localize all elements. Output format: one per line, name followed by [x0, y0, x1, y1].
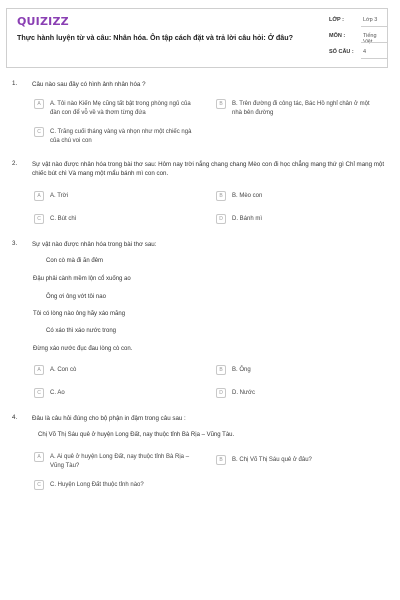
- meta-row-question-count: [329, 49, 387, 65]
- question-text: Đâu là câu hỏi đúng cho bộ phận in đậm trong câu sau :: [32, 415, 186, 422]
- option-text: A. Ai quê ở huyện Long Đất, nay thuộc tỉnh Bà Rịa – Vũng Tàu?: [50, 454, 190, 469]
- option-letter-box: B: [216, 365, 226, 375]
- poem-line: Đậu phải cành mềm lộn cổ xuống ao: [33, 276, 131, 282]
- poem-line: Có xáo thì xáo nước trong: [46, 328, 116, 334]
- question-text: Sự vật nào được nhân hóa trong bài thơ sau: Hôm nay trời nắng chang chang Mèo con đi học chẳng mang thứ gì Chỉ mang một chiếc bút chì Và mang một mẩu bánh mì con con.: [32, 161, 385, 177]
- option-letter-box: B: [216, 191, 226, 201]
- option-letter-box: C: [34, 480, 44, 490]
- option-text: B. Mèo con: [232, 193, 263, 199]
- option-letter-box: C: [34, 388, 44, 398]
- meta-label: LỚP :: [329, 17, 344, 23]
- meta-value: 4: [363, 49, 367, 55]
- meta-label: SỐ CÂU :: [329, 49, 354, 55]
- option-letter-box: C: [34, 127, 44, 137]
- option-text: C. Huyện Long Đất thuộc tỉnh nào?: [50, 482, 144, 488]
- option-text: A. Con cò: [50, 367, 77, 373]
- option-text: B. Chị Võ Thị Sáu quê ở đâu?: [232, 457, 312, 463]
- option-letter-box: D: [216, 388, 226, 398]
- sentence-line: Chị Võ Thị Sáu quê ở huyện Long Đất, nay thuộc tỉnh Bà Rịa – Vũng Tàu.: [38, 432, 235, 438]
- option-letter-box: A: [34, 365, 44, 375]
- worksheet-meta: [329, 17, 387, 65]
- option-text: A. Trời: [50, 193, 68, 199]
- option-text: C. Ao: [50, 390, 65, 396]
- question-number: 1.: [12, 80, 18, 87]
- option-text: D. Nước: [232, 390, 255, 396]
- option-text: D. Bánh mì: [232, 216, 263, 222]
- option-text: A. Tôi nào Kiến Mẹ cũng tất bật trong phòng ngủ của đàn con để vỗ về và thơm từng đứa: [50, 101, 191, 116]
- meta-value: Lớp 3: [363, 17, 378, 23]
- question-text: Câu nào sau đây có hình ảnh nhân hóa ?: [32, 81, 146, 88]
- option-text: C. Trăng cuối tháng vàng và nhọn như một chiếc ngà của chú voi con: [50, 129, 192, 144]
- poem-line: Tôi có lòng nào ông hãy xáo măng: [33, 311, 126, 317]
- option-letter-box: A: [34, 191, 44, 201]
- option-text: C. Bút chì: [50, 216, 77, 222]
- question-number: 4.: [12, 414, 18, 421]
- poem-line: Ông ơi ông vớt tôi nao: [46, 294, 106, 300]
- option-letter-box: D: [216, 214, 226, 224]
- meta-label: MÔN :: [329, 33, 346, 39]
- worksheet-title: Thực hành luyện từ và câu: Nhân hóa. Ôn tập cách đặt và trả lời câu hỏi: Ở đâu?: [17, 33, 294, 42]
- poem-line: Đừng xáo nước đục đau lòng cò con.: [33, 346, 133, 352]
- question-text: Sự vật nào được nhân hóa trong bài thơ sau:: [32, 241, 157, 248]
- option-letter-box: B: [216, 99, 226, 109]
- meta-value: Tiếng Việt: [363, 33, 377, 45]
- meta-row-grade: [329, 17, 387, 33]
- question-number: 3.: [12, 240, 18, 247]
- option-letter-box: A: [34, 452, 44, 462]
- option-text: B. Trên đường đi công tác, Bác Hồ nghỉ chân ở một nhà bên đường: [232, 101, 370, 116]
- meta-row-subject: [329, 33, 387, 49]
- quizizz-logo: QUIZIZZ: [17, 15, 69, 28]
- question-number: 2.: [12, 160, 18, 167]
- option-letter-box: B: [216, 455, 226, 465]
- option-text: B. Ông: [232, 367, 251, 373]
- poem-line: Con cò mà đi ăn đêm: [46, 258, 104, 264]
- option-letter-box: A: [34, 99, 44, 109]
- option-letter-box: C: [34, 214, 44, 224]
- worksheet-header: [6, 8, 388, 68]
